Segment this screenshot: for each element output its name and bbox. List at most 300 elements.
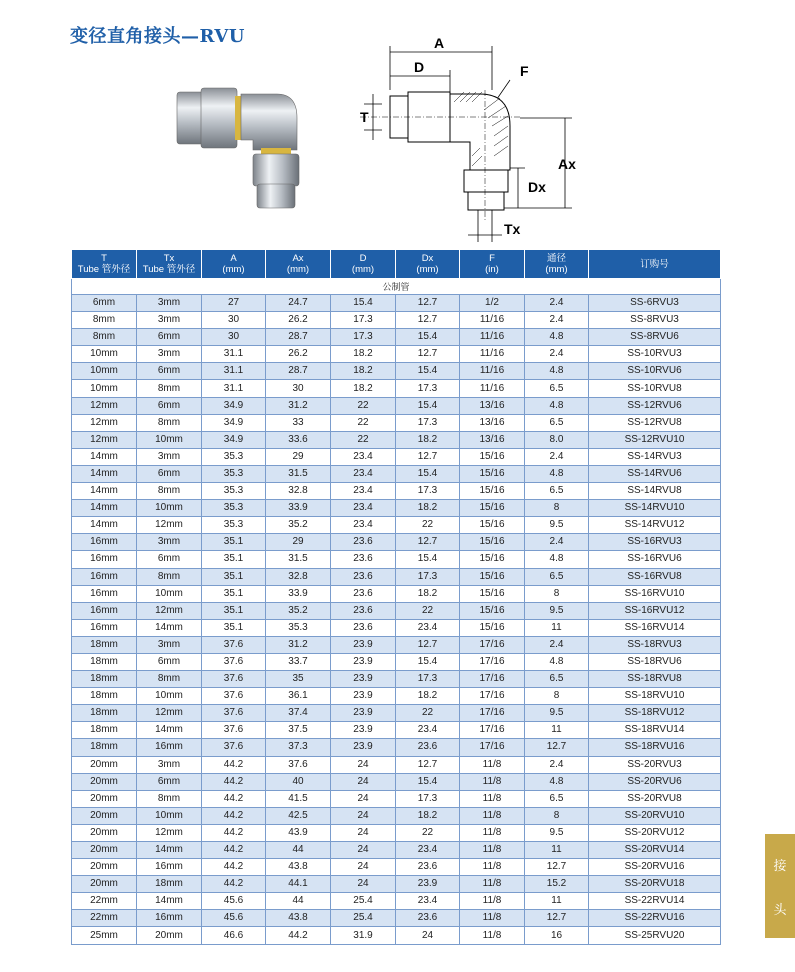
table-cell: 14mm [72,500,137,517]
table-cell: 17/16 [460,636,525,653]
table-cell: 2.4 [525,346,589,363]
table-cell: 17/16 [460,688,525,705]
table-cell: 37.5 [266,722,331,739]
table-cell: 8.0 [525,431,589,448]
table-cell: 23.4 [396,722,460,739]
table-header-row [72,250,721,279]
table-cell: 18.2 [331,363,396,380]
column-header-label: D [359,253,367,264]
table-cell: 35.3 [266,619,331,636]
dim-label-ax: Ax [558,156,576,172]
table-cell: 6.5 [525,380,589,397]
table-cell: SS-20RVU10 [589,807,721,824]
table-cell: 37.6 [202,739,266,756]
table-cell: 30 [202,329,266,346]
side-tab [765,834,795,938]
table-cell: 15/16 [460,619,525,636]
table-row [72,756,721,773]
table-cell: 44 [266,893,331,910]
table-cell: 11/16 [460,363,525,380]
table-cell: 35.1 [202,568,266,585]
spec-table [71,249,721,945]
table-cell: 3mm [137,756,202,773]
table-row [72,312,721,329]
table-cell: 9.5 [525,705,589,722]
table-cell: 35.2 [266,602,331,619]
column-header [331,250,396,279]
table-cell: 35.2 [266,517,331,534]
column-header [396,250,460,279]
table-cell: SS-16RVU10 [589,585,721,602]
table-cell: SS-14RVU10 [589,500,721,517]
table-cell: 37.4 [266,705,331,722]
column-header-label: Dx [421,253,434,264]
table-cell: 15/16 [460,585,525,602]
table-cell: 3mm [137,295,202,312]
table-cell: 6.5 [525,483,589,500]
table-cell: SS-6RVU3 [589,295,721,312]
table-cell: 16mm [72,551,137,568]
table-cell: SS-18RVU16 [589,739,721,756]
table-cell: 44.2 [202,824,266,841]
table-cell: 8mm [137,414,202,431]
table-cell: SS-12RVU8 [589,414,721,431]
table-cell: 32.8 [266,483,331,500]
table-row [72,653,721,670]
table-cell: 23.6 [331,534,396,551]
table-cell: SS-16RVU12 [589,602,721,619]
table-cell: 2.4 [525,312,589,329]
table-cell: 11/8 [460,773,525,790]
table-cell: 4.8 [525,465,589,482]
table-cell: 4.8 [525,773,589,790]
column-header-label: T [101,253,107,264]
table-cell: 34.9 [202,414,266,431]
table-cell: 3mm [137,534,202,551]
table-cell: 17.3 [331,312,396,329]
table-row [72,431,721,448]
dim-label-tx: Tx [504,221,521,237]
table-cell: 15.4 [331,295,396,312]
table-cell: 12.7 [396,756,460,773]
table-row [72,876,721,893]
column-header-label: F [489,253,495,264]
table-cell: 8 [525,688,589,705]
table-cell: 11/8 [460,842,525,859]
table-cell: 18.2 [396,688,460,705]
table-cell: 37.6 [202,705,266,722]
table-cell: 11/8 [460,927,525,944]
table-cell: 23.9 [331,688,396,705]
table-cell: 33 [266,414,331,431]
table-body [72,279,721,945]
table-cell: 24 [331,807,396,824]
table-cell: 22 [331,414,396,431]
table-cell: 23.6 [396,859,460,876]
table-cell: 25.4 [331,893,396,910]
table-cell: 17/16 [460,739,525,756]
table-cell: 8mm [137,380,202,397]
table-row [72,927,721,944]
table-cell: 14mm [72,483,137,500]
column-header-unit: (mm) [416,264,439,275]
table-cell: 44.2 [202,876,266,893]
table-cell: SS-14RVU8 [589,483,721,500]
table-cell: 25mm [72,927,137,944]
table-cell: 22 [331,397,396,414]
table-cell: 16mm [137,859,202,876]
table-cell: 14mm [72,465,137,482]
table-cell: 9.5 [525,517,589,534]
table-cell: 23.6 [396,739,460,756]
table-cell: 26.2 [266,346,331,363]
table-cell: 4.8 [525,329,589,346]
table-cell: 10mm [72,346,137,363]
side-tab-char: 接 [773,858,787,874]
table-cell: 23.4 [331,465,396,482]
dim-label-d: D [414,59,425,75]
table-cell: 12.7 [396,534,460,551]
table-cell: 14mm [137,722,202,739]
table-cell: 37.6 [202,636,266,653]
table-cell: SS-20RVU16 [589,859,721,876]
table-cell: 37.6 [202,688,266,705]
table-cell: 18mm [72,688,137,705]
table-cell: 20mm [72,790,137,807]
table-cell: 3mm [137,448,202,465]
table-cell: SS-18RVU12 [589,705,721,722]
table-cell: 12mm [72,397,137,414]
table-cell: 37.6 [202,653,266,670]
table-cell: 15.4 [396,551,460,568]
table-cell: 35.3 [202,517,266,534]
column-header [202,250,266,279]
table-cell: 18mm [72,636,137,653]
table-row [72,739,721,756]
column-header-label: A [230,253,237,264]
table-cell: 18mm [137,876,202,893]
table-cell: 35.3 [202,500,266,517]
table-cell: 32.8 [266,568,331,585]
table-cell: 17.3 [396,380,460,397]
table-cell: 45.6 [202,893,266,910]
table-cell: 8mm [137,568,202,585]
table-cell: 16mm [72,585,137,602]
table-cell: 12.7 [396,295,460,312]
table-row [72,568,721,585]
table-cell: 25.4 [331,910,396,927]
table-cell: 4.8 [525,397,589,414]
table-cell: 12.7 [525,910,589,927]
table-cell: 3mm [137,312,202,329]
table-cell: 12.7 [396,448,460,465]
table-cell: 44.2 [202,859,266,876]
table-cell: 15.4 [396,653,460,670]
table-row [72,363,721,380]
table-cell: 15/16 [460,483,525,500]
column-header-unit: (in) [485,264,499,275]
table-cell: 11/16 [460,329,525,346]
table-cell: 8mm [137,790,202,807]
table-cell: 10mm [137,500,202,517]
table-cell: SS-16RVU8 [589,568,721,585]
column-header-label: Tx [163,253,175,264]
table-cell: 24.7 [266,295,331,312]
table-row [72,397,721,414]
table-cell: 26.2 [266,312,331,329]
table-cell: 17.3 [396,671,460,688]
table-cell: 23.6 [331,568,396,585]
column-header-unit: (mm) [286,264,310,275]
table-cell: 28.7 [266,329,331,346]
page-title: 变径直角接头—RVU [70,26,245,47]
table-cell: 17/16 [460,705,525,722]
table-cell: 35.1 [202,602,266,619]
table-cell: 6mm [137,653,202,670]
table-cell: SS-18RVU6 [589,653,721,670]
table-cell: 8mm [72,329,137,346]
table-cell: 18.2 [396,431,460,448]
table-cell: 31.9 [331,927,396,944]
table-cell: 35 [266,671,331,688]
table-cell: 20mm [72,807,137,824]
table-cell: 37.6 [202,722,266,739]
dim-label-a: A [434,35,445,51]
table-cell: 44.2 [266,927,331,944]
table-cell: 18mm [72,722,137,739]
product-photo [165,78,335,218]
table-cell: 23.9 [331,722,396,739]
table-cell: 15/16 [460,551,525,568]
table-row [72,448,721,465]
table-cell: SS-10RVU3 [589,346,721,363]
table-cell: 23.9 [331,653,396,670]
table-cell: 23.9 [331,705,396,722]
table-cell: 35.1 [202,534,266,551]
table-cell: 3mm [137,346,202,363]
table-cell: 27 [202,295,266,312]
table-cell: 35.3 [202,483,266,500]
table-row [72,893,721,910]
column-header-label: 订购号 [640,258,669,270]
column-header-unit: Tube 管外径 [77,264,131,275]
table-cell: 23.9 [331,739,396,756]
table-cell: 16mm [72,619,137,636]
table-cell: 12.7 [525,859,589,876]
table-cell: 15/16 [460,534,525,551]
table-cell: 10mm [137,807,202,824]
column-header [460,250,525,279]
table-cell: 23.4 [396,893,460,910]
table-cell: 23.4 [331,517,396,534]
table-cell: 18mm [72,739,137,756]
table-cell: 10mm [137,688,202,705]
table-cell: 22 [396,824,460,841]
table-cell: 12mm [137,602,202,619]
table-row [72,500,721,517]
table-cell: 15.2 [525,876,589,893]
table-cell: 2.4 [525,448,589,465]
column-header-unit: Tube 管外径 [142,264,196,275]
table-cell: 35.1 [202,551,266,568]
table-cell: 23.9 [331,671,396,688]
table-cell: 16mm [137,910,202,927]
table-cell: 20mm [72,859,137,876]
table-row [72,346,721,363]
table-cell: 36.1 [266,688,331,705]
table-row [72,329,721,346]
table-cell: 11 [525,619,589,636]
table-cell: SS-18RVU14 [589,722,721,739]
table-row [72,671,721,688]
table-cell: 6.5 [525,671,589,688]
table-cell: 17/16 [460,671,525,688]
table-cell: 35.1 [202,585,266,602]
table-cell: 15.4 [396,329,460,346]
table-cell: 23.4 [331,448,396,465]
table-cell: SS-20RVU6 [589,773,721,790]
dim-label-f: F [520,63,529,79]
table-cell: 23.4 [331,483,396,500]
table-cell: 22mm [72,910,137,927]
table-cell: 20mm [72,876,137,893]
table-cell: SS-20RVU18 [589,876,721,893]
table-cell: 44.2 [202,773,266,790]
column-header [266,250,331,279]
table-cell: SS-14RVU3 [589,448,721,465]
column-header-label: Ax [292,253,304,264]
table-cell: 43.8 [266,910,331,927]
table-cell: 10mm [72,380,137,397]
table-row [72,295,721,312]
table-cell: 42.5 [266,807,331,824]
table-cell: 17.3 [331,329,396,346]
table-cell: SS-16RVU14 [589,619,721,636]
table-cell: 40 [266,773,331,790]
table-cell: 44.2 [202,842,266,859]
table-row [72,859,721,876]
column-header-label: 通径 [546,253,566,264]
table-cell: 18.2 [396,585,460,602]
table-cell: 23.6 [331,619,396,636]
table-cell: 24 [331,773,396,790]
column-header [525,250,589,279]
table-cell: 2.4 [525,534,589,551]
table-cell: 12mm [137,517,202,534]
table-cell: 15/16 [460,465,525,482]
table-cell: 10mm [137,431,202,448]
table-cell: 23.4 [396,842,460,859]
table-cell: 31.1 [202,346,266,363]
table-cell: 24 [331,859,396,876]
table-cell: 6mm [137,773,202,790]
table-cell: 31.2 [266,636,331,653]
table-cell: 8 [525,807,589,824]
table-cell: 16mm [72,568,137,585]
table-cell: 20mm [72,824,137,841]
table-cell: 6.5 [525,414,589,431]
table-cell: 37.3 [266,739,331,756]
table-cell: SS-20RVU12 [589,824,721,841]
table-cell: SS-18RVU8 [589,671,721,688]
table-row [72,483,721,500]
table-row [72,807,721,824]
table-cell: SS-20RVU14 [589,842,721,859]
table-cell: 18mm [72,705,137,722]
table-cell: 11/16 [460,346,525,363]
table-row [72,534,721,551]
table-cell: 4.8 [525,551,589,568]
dim-label-t: T [360,109,369,125]
table-cell: 16mm [137,739,202,756]
table-cell: 22mm [72,893,137,910]
table-cell: 44.2 [202,790,266,807]
dim-label-dx: Dx [528,179,546,195]
table-cell: SS-18RVU10 [589,688,721,705]
table-cell: 4.8 [525,363,589,380]
table-cell: 22 [396,705,460,722]
table-cell: 11 [525,722,589,739]
table-cell: SS-12RVU6 [589,397,721,414]
table-cell: 23.6 [331,551,396,568]
table-cell: 8mm [137,483,202,500]
table-cell: 23.9 [331,636,396,653]
table-cell: 17.3 [396,568,460,585]
table-cell: 23.4 [331,500,396,517]
table-cell: 41.5 [266,790,331,807]
table-cell: 29 [266,448,331,465]
table-cell: 10mm [72,363,137,380]
table-cell: 15.4 [396,465,460,482]
table-cell: 14mm [137,619,202,636]
table-cell: 6.5 [525,568,589,585]
table-cell: 16 [525,927,589,944]
table-cell: 24 [331,842,396,859]
table-cell: 20mm [72,842,137,859]
table-cell: 4.8 [525,653,589,670]
table-cell: SS-10RVU8 [589,380,721,397]
table-cell: SS-14RVU12 [589,517,721,534]
table-cell: 11 [525,842,589,859]
column-header-unit: (mm) [222,264,245,275]
table-cell: 24 [331,756,396,773]
table-cell: 12mm [72,414,137,431]
table-row [72,585,721,602]
table-cell: SS-16RVU6 [589,551,721,568]
table-cell: SS-8RVU6 [589,329,721,346]
table-cell: 45.6 [202,910,266,927]
table-row [72,824,721,841]
column-header-unit: (mm) [545,264,568,275]
table-cell: 44.2 [202,756,266,773]
table-cell: 24 [331,790,396,807]
table-cell: 1/2 [460,295,525,312]
table-row [72,414,721,431]
table-cell: 15/16 [460,517,525,534]
table-cell: 11/16 [460,312,525,329]
table-cell: 46.6 [202,927,266,944]
table-row [72,465,721,482]
table-cell: 37.6 [202,671,266,688]
table-cell: 6mm [72,295,137,312]
table-cell: 30 [202,312,266,329]
section-label: 公制管 [72,279,721,295]
table-cell: 17.3 [396,483,460,500]
table-cell: 43.9 [266,824,331,841]
table-cell: 18.2 [396,807,460,824]
table-cell: 24 [331,876,396,893]
table-cell: 8 [525,500,589,517]
